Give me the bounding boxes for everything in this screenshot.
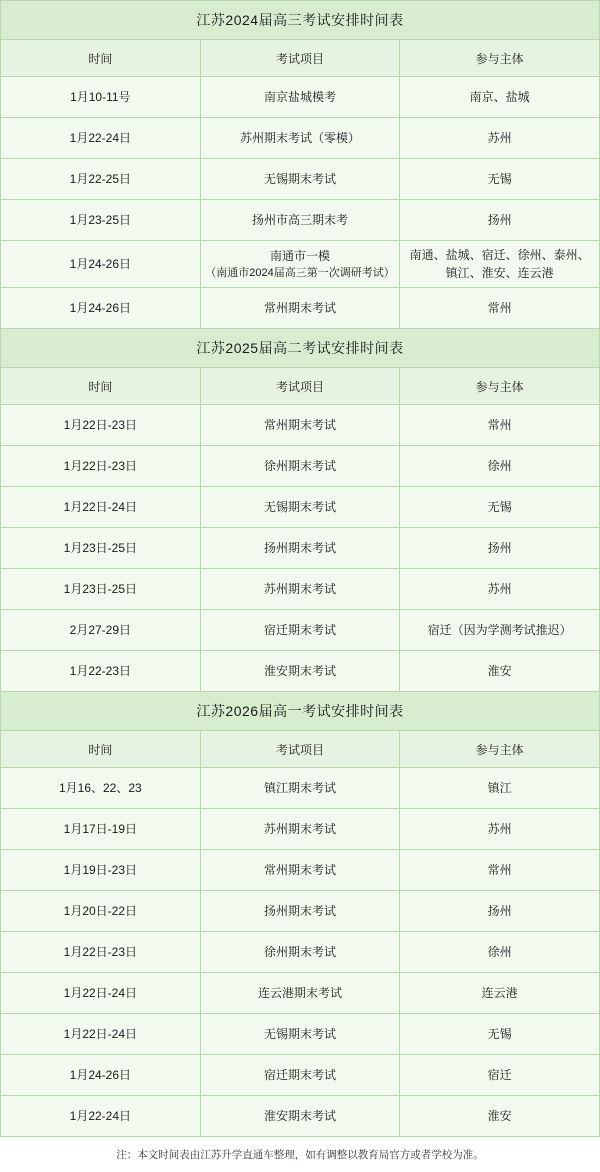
cell-participants: 苏州 (400, 569, 600, 610)
cell-time: 1月22日-24日 (1, 973, 201, 1014)
cell-time: 1月22-24日 (1, 118, 201, 159)
cell-time: 1月19日-23日 (1, 850, 201, 891)
cell-participants: 淮安 (400, 1096, 600, 1137)
cell-item: 扬州市高三期末考 (200, 200, 400, 241)
cell-participants: 扬州 (400, 891, 600, 932)
cell-participants: 苏州 (400, 118, 600, 159)
cell-participants: 常州 (400, 288, 600, 329)
table-row (1, 651, 600, 692)
cell-time: 1月23日-25日 (1, 528, 201, 569)
cell-participants: 连云港 (400, 973, 600, 1014)
cell-item: 无锡期末考试 (200, 1014, 400, 1055)
cell-item: 苏州期末考试 (200, 569, 400, 610)
cell-time: 1月17日-19日 (1, 809, 201, 850)
table-row (1, 610, 600, 651)
cell-time: 1月23-25日 (1, 200, 201, 241)
cell-participants: 宿迁（因为学测考试推迟） (400, 610, 600, 651)
cell-participants: 扬州 (400, 200, 600, 241)
cell-participants: 南京、盐城 (400, 77, 600, 118)
cell-item: 镇江期末考试 (200, 768, 400, 809)
cell-participants: 无锡 (400, 1014, 600, 1055)
cell-participants: 南通、盐城、宿迁、徐州、泰州、镇江、淮安、连云港 (400, 241, 600, 288)
table-row (1, 932, 600, 973)
table-row (1, 1014, 600, 1055)
cell-item (200, 241, 400, 288)
table-row (1, 891, 600, 932)
cell-participants: 无锡 (400, 159, 600, 200)
cell-time: 1月22日-24日 (1, 1014, 201, 1055)
cell-time: 1月24-26日 (1, 241, 201, 288)
table-row (1, 487, 600, 528)
cell-item: 宿迁期末考试 (200, 610, 400, 651)
cell-item: 苏州期末考试 (200, 809, 400, 850)
cell-time: 1月10-11号 (1, 77, 201, 118)
cell-item: 徐州期末考试 (200, 932, 400, 973)
table-row (1, 118, 600, 159)
cell-participants: 扬州 (400, 528, 600, 569)
cell-participants: 镇江 (400, 768, 600, 809)
section-title: 江苏2026届高一考试安排时间表 (1, 692, 600, 731)
cell-time: 1月20日-22日 (1, 891, 201, 932)
cell-item-sub: （南通市2024届高三第一次调研考试） (205, 266, 395, 279)
column-header-time: 时间 (1, 731, 201, 768)
cell-time: 1月22日-23日 (1, 932, 201, 973)
table-row (1, 241, 600, 288)
footnote: 注：本文时间表由江苏升学直通车整理，如有调整以教育局官方或者学校为准。 (116, 1149, 484, 1161)
column-header-item: 考试项目 (200, 368, 400, 405)
cell-participants: 淮安 (400, 651, 600, 692)
cell-time: 1月24-26日 (1, 288, 201, 329)
section-title-row (1, 692, 600, 731)
column-header-row (1, 731, 600, 768)
table-row (1, 1096, 600, 1137)
cell-item: 扬州期末考试 (200, 528, 400, 569)
cell-time: 1月24-26日 (1, 1055, 201, 1096)
column-header-time: 时间 (1, 40, 201, 77)
cell-item: 常州期末考试 (200, 405, 400, 446)
cell-participants: 常州 (400, 405, 600, 446)
cell-time: 1月22日-23日 (1, 405, 201, 446)
column-header-who: 参与主体 (400, 368, 600, 405)
cell-item-main: 南通市一模 (269, 248, 330, 263)
section-title-row (1, 329, 600, 368)
column-header-row (1, 40, 600, 77)
cell-item: 常州期末考试 (200, 288, 400, 329)
cell-item: 无锡期末考试 (200, 159, 400, 200)
cell-item: 南京盐城模考 (200, 77, 400, 118)
table-row (1, 405, 600, 446)
column-header-time: 时间 (1, 368, 201, 405)
cell-participants: 无锡 (400, 487, 600, 528)
cell-item: 宿迁期末考试 (200, 1055, 400, 1096)
cell-participants: 徐州 (400, 446, 600, 487)
column-header-who: 参与主体 (400, 40, 600, 77)
table-row (1, 288, 600, 329)
section-title: 江苏2025届高二考试安排时间表 (1, 329, 600, 368)
table-row (1, 973, 600, 1014)
table-row (1, 809, 600, 850)
column-header-item: 考试项目 (200, 731, 400, 768)
cell-time: 1月22-25日 (1, 159, 201, 200)
cell-item: 连云港期末考试 (200, 973, 400, 1014)
cell-participants: 常州 (400, 850, 600, 891)
cell-time: 1月22日-24日 (1, 487, 201, 528)
table-row (1, 768, 600, 809)
table-row (1, 569, 600, 610)
table-row (1, 77, 600, 118)
section-title: 江苏2024届高三考试安排时间表 (1, 1, 600, 40)
cell-item: 淮安期末考试 (200, 651, 400, 692)
column-header-who: 参与主体 (400, 731, 600, 768)
cell-participants: 苏州 (400, 809, 600, 850)
table-row (1, 200, 600, 241)
cell-item: 常州期末考试 (200, 850, 400, 891)
cell-time: 1月22-23日 (1, 651, 201, 692)
cell-time: 2月27-29日 (1, 610, 201, 651)
cell-item: 淮安期末考试 (200, 1096, 400, 1137)
table-row (1, 1055, 600, 1096)
cell-item: 扬州期末考试 (200, 891, 400, 932)
table-row (1, 446, 600, 487)
column-header-item: 考试项目 (200, 40, 400, 77)
cell-time: 1月23日-25日 (1, 569, 201, 610)
section-title-row (1, 1, 600, 40)
cell-time: 1月22日-23日 (1, 446, 201, 487)
table-row (1, 159, 600, 200)
table-row (1, 528, 600, 569)
cell-participants: 徐州 (400, 932, 600, 973)
cell-item: 苏州期末考试（零模） (200, 118, 400, 159)
cell-time: 1月22-24日 (1, 1096, 201, 1137)
cell-item: 徐州期末考试 (200, 446, 400, 487)
table-row (1, 850, 600, 891)
column-header-row (1, 368, 600, 405)
cell-participants: 宿迁 (400, 1055, 600, 1096)
cell-time: 1月16、22、23 (1, 768, 201, 809)
cell-item: 无锡期末考试 (200, 487, 400, 528)
